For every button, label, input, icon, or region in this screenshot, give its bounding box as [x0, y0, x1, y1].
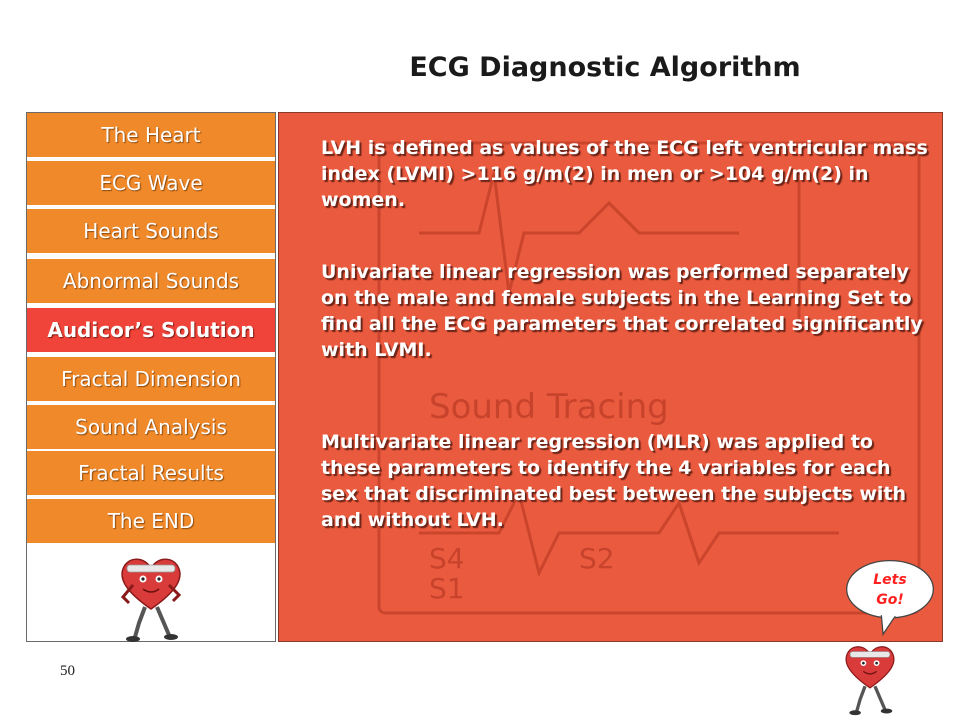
- page-number: 50: [60, 663, 75, 679]
- heart-mascot-corner-icon: [840, 640, 900, 716]
- nav-item-the-end[interactable]: The END: [27, 499, 275, 545]
- lets-go-button[interactable]: [836, 570, 944, 610]
- nav-item-audicors-solution[interactable]: Audicor’s Solution: [27, 308, 275, 354]
- nav-item-heart-sounds[interactable]: Heart Sounds: [27, 209, 275, 255]
- nav-item-the-heart[interactable]: The Heart: [27, 113, 275, 159]
- nav-item-sound-analysis[interactable]: Sound Analysis: [27, 405, 275, 451]
- bubble-line-2: Go!: [876, 592, 904, 608]
- sidebar-nav: [26, 112, 276, 642]
- trace-label-s4: S4: [429, 542, 465, 575]
- nav-item-ecg-wave[interactable]: ECG Wave: [27, 161, 275, 207]
- page-title: ECG Diagnostic Algorithm: [409, 52, 801, 83]
- trace-heading: Sound Tracing: [429, 387, 669, 427]
- paragraph-univariate-regression: Univariate linear regression was performed separately on the male and female subjects in the Learning Set to find all the ECG parameters that correlated significantly with LVMI.: [321, 261, 923, 361]
- trace-label-s2: S2: [579, 542, 615, 575]
- paragraph-lvh-definition: LVH is defined as values of the ECG left ventricular mass index (LVMI) >116 g/m(2) in men or >104 g/m(2) in women.: [321, 137, 928, 211]
- bubble-line-1: Lets: [873, 572, 907, 588]
- trace-label-s1: S1: [429, 572, 465, 605]
- paragraph-multivariate-regression: Multivariate linear regression (MLR) was applied to these parameters to identify the 4 variables for each sex that discriminated best between the subjects with and without LVH.: [321, 431, 907, 531]
- heart-mascot-icon: [115, 551, 187, 643]
- nav-item-fractal-results[interactable]: Fractal Results: [27, 451, 275, 497]
- nav-item-fractal-dimension[interactable]: Fractal Dimension: [27, 357, 275, 403]
- nav-item-abnormal-sounds[interactable]: Abnormal Sounds: [27, 259, 275, 305]
